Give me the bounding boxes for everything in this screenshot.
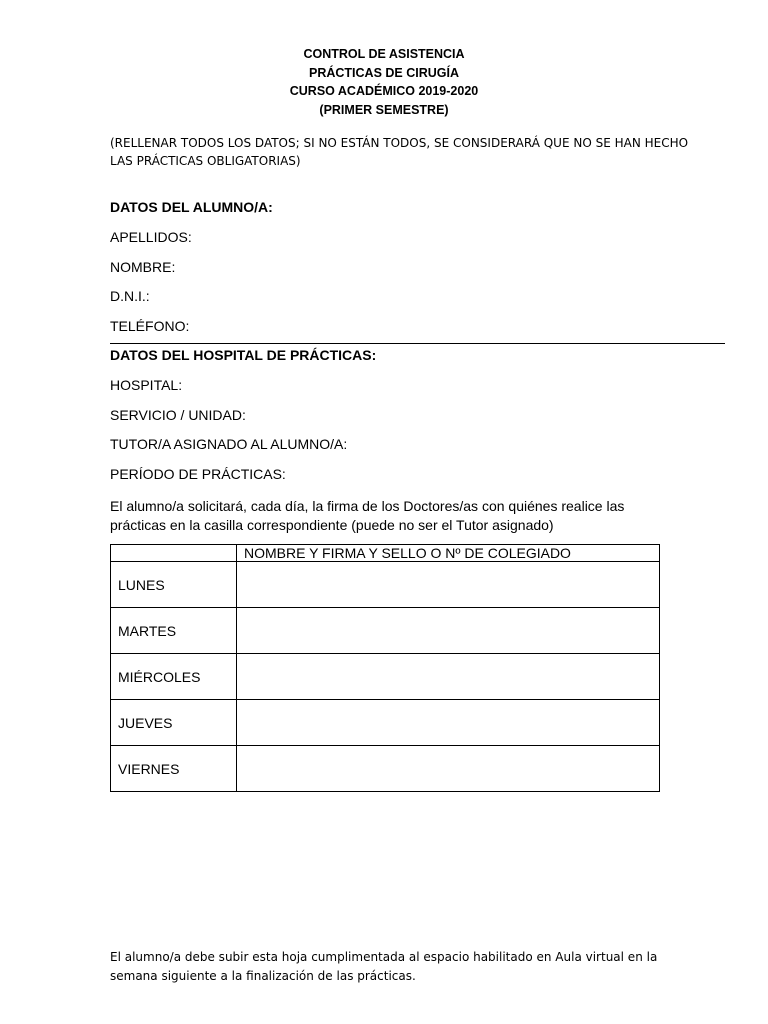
header-empty-cell <box>111 545 237 562</box>
day-miercoles: MIÉRCOLES <box>111 654 237 700</box>
servicio-label: SERVICIO / UNIDAD: <box>110 407 246 423</box>
signature-column-header: NOMBRE Y FIRMA Y SELLO O Nº DE COLEGIADO <box>237 545 660 562</box>
footer-line-2: semana siguiente a la finalización de las prácticas. <box>110 969 416 983</box>
signature-cell-miercoles[interactable] <box>237 654 660 700</box>
footer-line-1: El alumno/a debe subir esta hoja cumplimentada al espacio habilitado en Aula virtual en la <box>110 950 658 964</box>
student-section-title: DATOS DEL ALUMNO/A: <box>110 199 273 215</box>
table-row <box>111 562 660 608</box>
table-row <box>111 746 660 792</box>
signature-cell-lunes[interactable] <box>237 562 660 608</box>
day-jueves: JUEVES <box>111 700 237 746</box>
section-divider <box>110 343 725 344</box>
periodo-label: PERÍODO DE PRÁCTICAS: <box>110 466 286 482</box>
dni-label: D.N.I.: <box>110 288 150 304</box>
header-semester: (PRIMER SEMESTRE) <box>319 102 449 117</box>
hospital-label: HOSPITAL: <box>110 377 183 393</box>
day-martes: MARTES <box>111 608 237 654</box>
note-line-2: LAS PRÁCTICAS OBLIGATORIAS) <box>110 154 301 168</box>
telefono-label: TELÉFONO: <box>110 318 190 334</box>
header-title: CONTROL DE ASISTENCIA <box>303 47 465 61</box>
table-row <box>111 654 660 700</box>
fill-all-note <box>110 134 710 170</box>
header-subject: PRÁCTICAS DE CIRUGÍA <box>308 65 459 80</box>
signature-instructions <box>110 497 670 534</box>
instructions-line-2: prácticas en la casilla correspondiente (puede no ser el Tutor asignado) <box>110 516 554 533</box>
table-row <box>111 608 660 654</box>
document-header <box>0 45 768 119</box>
attendance-table <box>110 544 660 792</box>
table-header-row <box>111 545 660 562</box>
signature-cell-martes[interactable] <box>237 608 660 654</box>
hospital-section-title: DATOS DEL HOSPITAL DE PRÁCTICAS: <box>110 347 377 363</box>
signature-cell-jueves[interactable] <box>237 700 660 746</box>
signature-cell-viernes[interactable] <box>237 746 660 792</box>
instructions-line-1: El alumno/a solicitará, cada día, la firma de los Doctores/as con quiénes realice las <box>110 498 625 514</box>
table-row <box>111 700 660 746</box>
day-lunes: LUNES <box>111 562 237 608</box>
day-viernes: VIERNES <box>111 746 237 792</box>
header-academic-year: CURSO ACADÉMICO 2019-2020 <box>289 84 479 98</box>
apellidos-label: APELLIDOS: <box>110 229 192 245</box>
nombre-label: NOMBRE: <box>110 259 176 275</box>
note-line-1: (RELLENAR TODOS LOS DATOS; SI NO ESTÁN TODOS, SE CONSIDERARÁ QUE NO SE HAN HECHO <box>110 136 689 150</box>
tutor-label: TUTOR/A ASIGNADO AL ALUMNO/A: <box>110 436 348 452</box>
upload-instructions <box>110 948 670 986</box>
